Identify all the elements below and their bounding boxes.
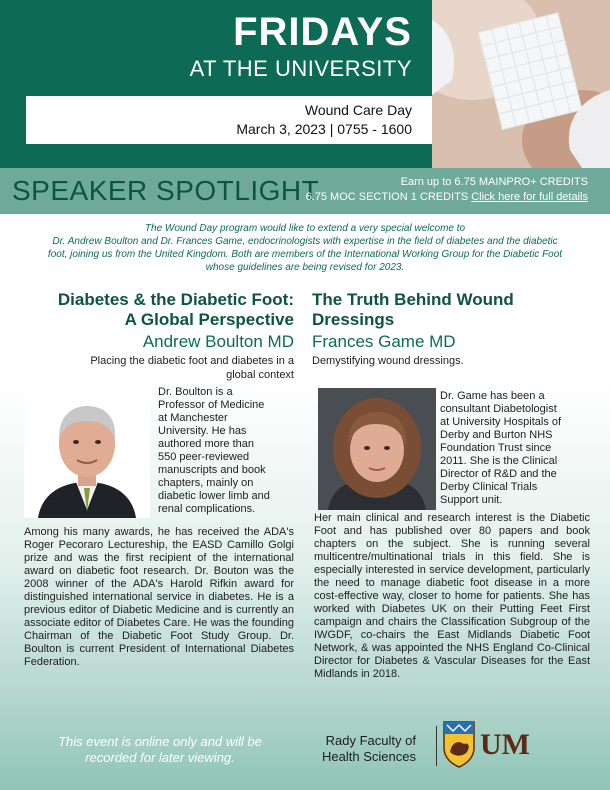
bio-line: Director of R&D and the	[440, 468, 557, 480]
boulton-portrait	[24, 388, 150, 518]
intro-line: foot, joining us from the United Kingdom. Both are members of the International Working Group for the Diabetic Foot	[47, 249, 563, 260]
intro-line: whose guidelines are being revised for 2023.	[205, 262, 405, 273]
credits-info	[306, 175, 588, 205]
speaker-name: Andrew Boulton MD	[142, 332, 294, 351]
bio-line: Derby and Burton NHS	[440, 429, 553, 441]
bio-line: consultant Diabetologist	[440, 403, 557, 415]
faculty-name-line: Health Sciences	[322, 749, 416, 764]
speaker-boulton-section	[24, 290, 294, 382]
credits-line-mainpro: Earn up to 6.75 MAINPRO+ CREDITS	[400, 176, 588, 188]
talk-title-line: A Global Perspective	[124, 310, 294, 329]
game-bio-full: Her main clinical and research interest is the Diabetic Foot and has published over 80 papers and book chapters on the subject. She is running several multicentre/multinational trials in this field. She is especially interested in service development, particularly the need to manage diabetic foot disease in a more cost-effective way, closer to home for patients. She has worked with Diabetes UK on their Putting Feet First campaign and chairs the Classification Subgroup of the IWGDF, co-chairs the East Midlands Diabetic Foot Network, & was appointed the NHS England Co-Clinical Director for Diabetes & Vascular Diseases for the East Midlands in 2018.	[314, 512, 590, 680]
talk-title	[312, 290, 590, 330]
bio-line: 550 peer-reviewed	[158, 451, 250, 463]
boulton-bio-wrap	[158, 386, 294, 516]
spotlight-heading: SPEAKER SPOTLIGHT	[12, 175, 320, 206]
header-banner	[0, 0, 432, 168]
bio-line: renal complications.	[158, 503, 256, 515]
talk-title-line: The Truth Behind Wound	[312, 290, 514, 309]
welcome-intro	[20, 222, 590, 274]
credits-moc-text: 6.75 MOC SECTION 1 CREDITS	[305, 191, 469, 203]
intro-line: Dr. Andrew Boulton and Dr. Frances Game, endocrinologists with expertise in the field of diabetes and the diabetic	[52, 236, 558, 247]
talk-description-line: global context	[226, 369, 294, 381]
online-event-note	[40, 734, 280, 766]
university-shield-icon	[442, 720, 476, 768]
university-wordmark: UM	[480, 728, 530, 761]
bio-line: Professor of Medicine	[158, 399, 265, 411]
event-info-box	[26, 96, 432, 144]
wound-dressing-photo	[432, 0, 610, 168]
bio-line: Support unit.	[440, 494, 503, 506]
speaker-name: Frances Game MD	[312, 332, 456, 351]
talk-title	[24, 290, 294, 330]
talk-description: Demystifying wound dressings.	[312, 355, 464, 367]
logo-divider	[436, 726, 437, 766]
credits-line-moc	[306, 190, 588, 205]
bio-line: Derby Clinical Trials	[440, 481, 538, 493]
bio-line: Dr. Game has been a	[440, 390, 545, 402]
full-details-link[interactable]: Click here for full details	[471, 191, 588, 203]
bio-line: 2011. She is the Clinical	[440, 455, 558, 467]
event-name: Wound Care Day	[304, 102, 412, 118]
bio-line: at University Hospitals of	[440, 416, 562, 428]
speaker-game-section	[312, 290, 590, 368]
faculty-name	[322, 733, 416, 765]
talk-description-line: Placing the diabetic foot and diabetes in a	[90, 355, 294, 367]
bio-line: Foundation Trust since	[440, 442, 552, 454]
talk-title-line: Diabetes & the Diabetic Foot:	[57, 290, 294, 309]
note-line: recorded for later viewing.	[85, 750, 235, 765]
note-line: This event is online only and will be	[58, 734, 262, 749]
series-subtitle: AT THE UNIVERSITY	[189, 56, 412, 81]
bio-line: authored more than	[158, 438, 255, 450]
intro-line: The Wound Day program would like to extend a very special welcome to	[144, 223, 466, 234]
bio-line: chapters, mainly on	[158, 477, 254, 489]
talk-title-line: Dressings	[312, 310, 395, 329]
bio-line: diabetic lower limb and	[158, 490, 270, 502]
game-portrait	[318, 388, 436, 510]
talk-description	[24, 354, 294, 382]
boulton-bio-full: Among his many awards, he has received the ADA's Roger Pecoraro Lectureship, the EASD Camillo Golgi prize and was the first recipient of the international award on diabetic foot research. Dr. Bouton was the 2008 winner of the ADA's Harold Rifkin award for distinguished international service in diabetes. He is a previous editor of Diabetic Medicine and is currently an associate editor of Diabetes Care. He was the founding Chairman of the Diabetic Foot Study Group. Dr. Boulton is current President of International Diabetes Federation.	[24, 526, 294, 668]
game-bio-wrap	[440, 390, 590, 507]
series-title: FRIDAYS	[233, 10, 412, 54]
bio-line: manuscripts and book	[158, 464, 266, 476]
event-date: March 3, 2023 | 0755 - 1600	[236, 121, 412, 137]
bio-line: at Manchester	[158, 412, 228, 424]
bio-line: University. He has	[158, 425, 247, 437]
faculty-name-line: Rady Faculty of	[325, 733, 416, 748]
speaker-spotlight-band	[0, 168, 610, 214]
bio-line: Dr. Boulton is a	[158, 386, 233, 398]
